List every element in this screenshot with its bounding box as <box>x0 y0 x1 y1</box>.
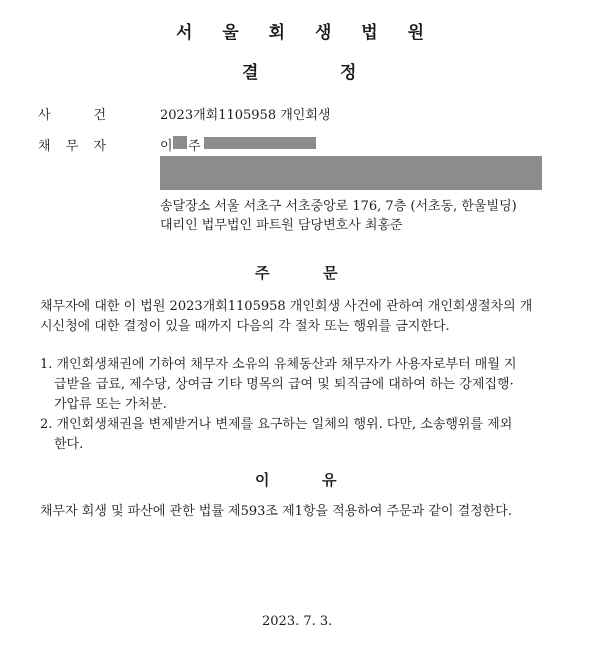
order-item1-line1: 1. 개인회생채권에 기하여 채무자 소유의 유체동산과 채무자가 사용자로부터 매월 지 <box>40 357 517 372</box>
document-title-part1: 결 <box>242 63 259 83</box>
redaction-name-middle <box>173 136 187 149</box>
decision-date: 2023. 7. 3. <box>262 614 333 629</box>
order-intro-line1: 채무자에 대한 이 법원 2023개회1105958 개인회생 사건에 관하여 개인회생절차의 개 <box>40 299 533 314</box>
case-label: 사 건 <box>38 108 106 123</box>
case-number: 2023개회1105958 개인회생 <box>160 108 331 123</box>
order-item2-line2: 한다. <box>54 437 84 452</box>
debtor-name-first: 이 <box>160 139 173 154</box>
debtor-label: 채 무 자 <box>38 139 106 154</box>
debtor-name-last: 주 <box>188 139 201 154</box>
order-item1-line2: 급받을 급료, 제수당, 상여금 기타 명목의 급여 및 퇴직금에 대하여 하는 강제집행· <box>54 377 514 392</box>
redaction-debtor-id <box>204 137 316 149</box>
order-item2-line1: 2. 개인회생채권을 변제받거나 변제를 요구하는 일체의 행위. 다만, 소송행위를 제외 <box>40 417 513 432</box>
order-item1-line3: 가압류 또는 가처분. <box>54 397 167 412</box>
order-intro-line2: 시신청에 대한 결정이 있을 때까지 다음의 각 절차 또는 행위를 금지한다. <box>40 319 450 334</box>
reason-text: 채무자 회생 및 파산에 관한 법률 제593조 제1항을 적용하여 주문과 같이 결정한다. <box>40 504 512 519</box>
court-name: 서 울 회 생 법 원 <box>175 23 437 43</box>
document-title-part2: 정 <box>340 63 357 83</box>
redaction-debtor-address <box>160 156 542 190</box>
legal-agent: 대리인 법무법인 파트원 담당변호사 최홍준 <box>160 218 403 233</box>
service-address: 송달장소 서울 서초구 서초중앙로 176, 7층 (서초동, 한울빌딩) <box>160 199 517 214</box>
